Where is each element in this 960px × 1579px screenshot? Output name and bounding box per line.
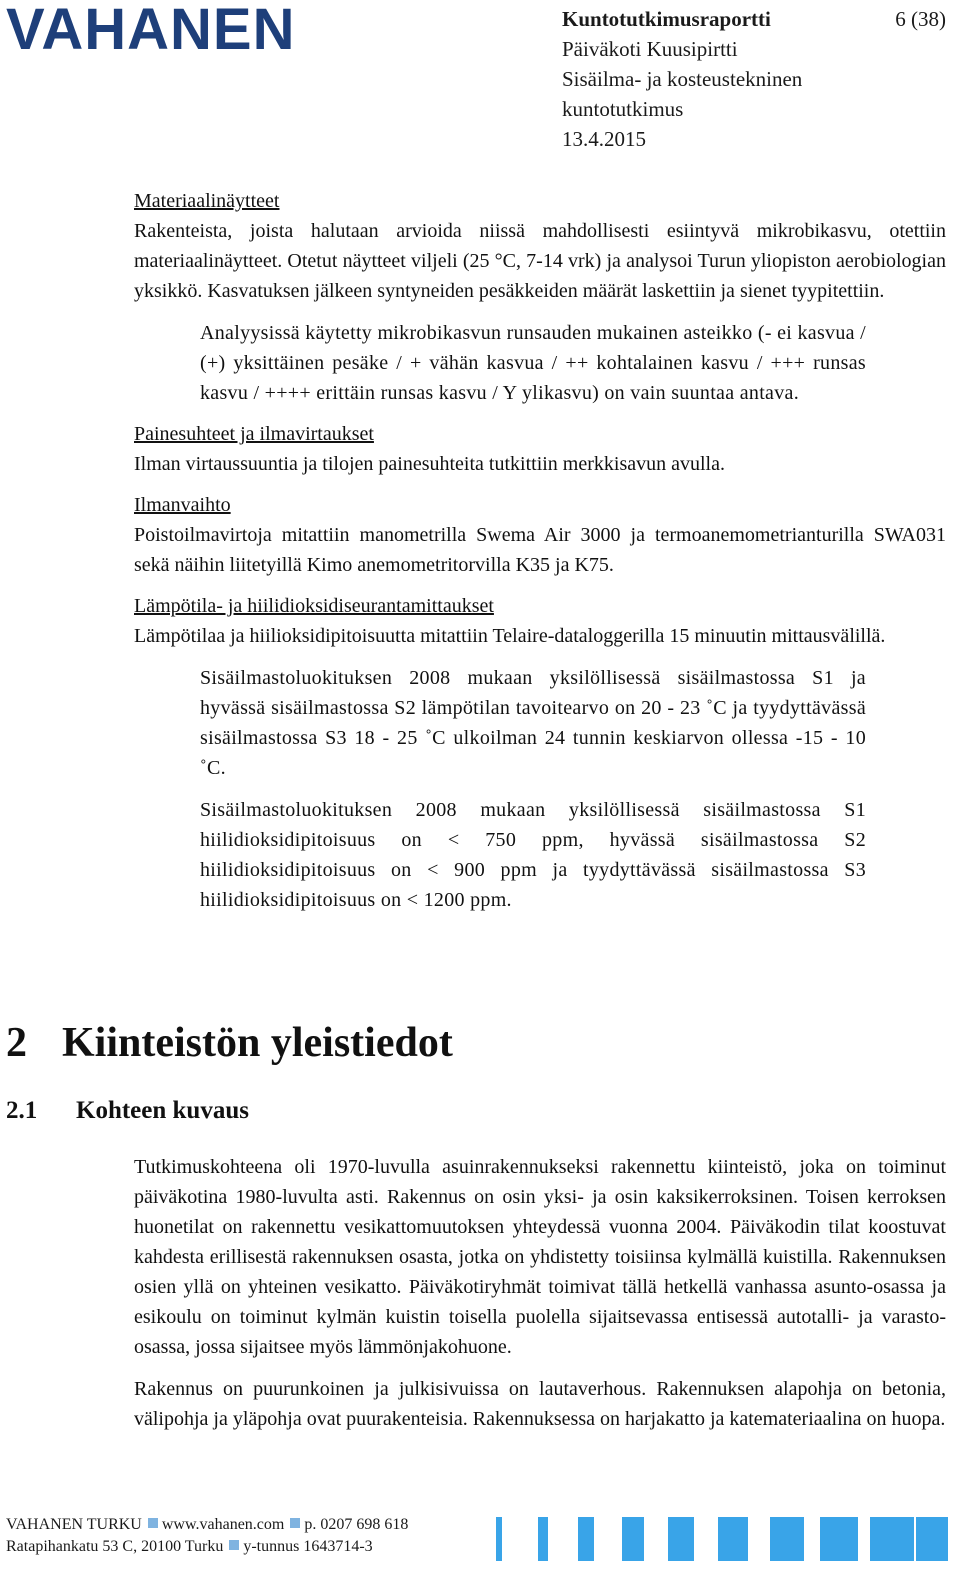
footer-line <box>6 1514 486 1536</box>
chapter-title: Kiinteistön yleistiedot <box>62 1020 453 1066</box>
section-title-ilmanvaihto: Ilmanvaihto <box>134 494 231 516</box>
section-title-materiaalinaytteet: Materiaalinäytteet <box>134 190 280 212</box>
methods-section <box>134 186 946 915</box>
footer-phone: p. 0207 698 618 <box>304 1516 409 1533</box>
section-title-painesuhteet: Painesuhteet ja ilmavirtaukset <box>134 423 374 445</box>
footer-line <box>6 1536 486 1558</box>
header-line: Sisäilma- ja kosteustekninen <box>562 67 803 91</box>
header-line: Päiväkoti Kuusipirtti <box>562 37 738 61</box>
section-title-lampotila: Lämpötila- ja hiilidioksidiseurantamittaukset <box>134 595 494 617</box>
square-bullet-icon <box>148 1518 158 1528</box>
paragraph: Ilman virtaussuuntia ja tilojen painesuhteita tutkittiin merkkisavun avulla. <box>134 453 725 475</box>
decorative-bar <box>916 1517 948 1561</box>
header-date: 13.4.2015 <box>562 127 646 151</box>
decorative-bar <box>538 1517 548 1561</box>
footer-web: www.vahanen.com <box>161 1516 285 1533</box>
paragraph: Poistoilmavirtoja mitattiin manometrilla Swema Air 3000 ja termoanemometrianturilla SWA031 sekä näihin liitetyillä Kimo anemometritorvilla K35 ja K75. <box>134 524 946 576</box>
company-logo: VAHANEN <box>6 0 296 62</box>
note-paragraph: Sisäilmastoluokituksen 2008 mukaan yksilöllisessä sisäilmastossa S1 hiilidioksidipitoisuus on < 750 ppm, hyvässä sisäilmastossa S2 hiilidioksidipitoisuus on < 900 ppm ja tyydyttävässä sisäilmastossa S3 hiilidioksidipitoisuus on < 1200 ppm. <box>200 799 866 911</box>
square-bullet-icon <box>229 1540 239 1550</box>
chapter-heading <box>6 1016 453 1070</box>
header-line: kuntotutkimus <box>562 97 684 121</box>
page-number: 6 (38) <box>895 7 946 31</box>
chapter-number: 2 <box>6 1020 27 1066</box>
decorative-bars <box>496 1517 948 1561</box>
decorative-bar <box>770 1517 804 1561</box>
decorative-bar <box>870 1517 914 1561</box>
decorative-bar <box>820 1517 858 1561</box>
decorative-bar <box>496 1517 502 1561</box>
section-number: 2.1 <box>6 1097 38 1124</box>
paragraph: Rakennus on puurunkoinen ja julkisivuissa on lautaverhous. Rakennuksen alapohja on betonia, välipohja ja yläpohja ovat puurakenteisia. Rakennuksessa on harjakatto ja katemateriaalina on huopa. <box>134 1378 946 1430</box>
page-footer <box>6 1514 486 1558</box>
note-paragraph: Sisäilmastoluokituksen 2008 mukaan yksilöllisessä sisäilmastossa S1 ja hyvässä sisäilmastossa S2 lämpötilan tavoitearvo on 20 - 23 ˚C ja tyydyttävässä sisäilmastossa S3 18 - 25 ˚C ulkoilman 24 tunnin keskiarvon ollessa -15 - 10 ˚C. <box>200 667 866 779</box>
paragraph: Rakenteista, joista halutaan arvioida niissä mahdollisesti esiintyvä mikrobikasvu, otettiin materiaalinäytteet. Otetut näytteet viljeli (25 °C, 7-14 vrk) ja analysoi Turun yliopiston aerobiologian yksikkö. Kasvatuksen jälkeen syntyneiden pesäkkeiden määrät laskettiin ja sienet tyypitettiin. <box>134 220 946 302</box>
paragraph: Lämpötilaa ja hiilioksidipitoisuutta mitattiin Telaire-dataloggerilla 15 minuutin mittausvälillä. <box>134 625 886 647</box>
description-section <box>134 1152 946 1434</box>
page-header <box>562 4 946 154</box>
section-title: Kohteen kuvaus <box>76 1097 249 1124</box>
footer-ytunnus: y-tunnus 1643714-3 <box>243 1538 373 1555</box>
decorative-bar <box>622 1517 644 1561</box>
paragraph: Tutkimuskohteena oli 1970-luvulla asuinrakennukseksi rakennettu kiinteistö, joka on toiminut päiväkotina 1980-luvulta asti. Rakennus on osin yksi- ja osin kaksikerroksinen. Toisen kerroksen huonetilat on rakennettu vesikattomuutoksen yhteydessä vuonna 2004. Päiväkodin tilat koostuvat kahdesta erillisestä rakennuksen osasta, jotka on yhdistetty toisiinsa kylmällä kuistilla. Rakennuksen osien yllä on yhteinen vesikatto. Päiväkotiryhmät toimivat tällä hetkellä vanhassa asunto-osassa ja esikoulu on toiminut kylmän kuistin toisella puolella sijaitsevassa entisessä autotalli- ja varasto-osassa, jossa sijaitsee myös lämmönjakohuone. <box>134 1156 946 1358</box>
decorative-bar <box>578 1517 594 1561</box>
report-title: Kuntotutkimusraportti <box>562 7 771 31</box>
decorative-bar <box>668 1517 694 1561</box>
section-heading <box>6 1094 249 1128</box>
footer-address: Ratapihankatu 53 C, 20100 Turku <box>6 1538 224 1555</box>
square-bullet-icon <box>290 1518 300 1528</box>
note-paragraph: Analyysissä käytetty mikrobikasvun runsauden mukainen asteikko (- ei kasvua / (+) yksittäinen pesäke / + vähän kasvua / ++ kohtalainen kasvu / +++ runsas kasvu / ++++ erittäin runsas kasvu / Y ylikasvu) on vain suuntaa antava. <box>200 322 866 404</box>
footer-company: VAHANEN TURKU <box>6 1516 142 1533</box>
decorative-bar <box>718 1517 748 1561</box>
